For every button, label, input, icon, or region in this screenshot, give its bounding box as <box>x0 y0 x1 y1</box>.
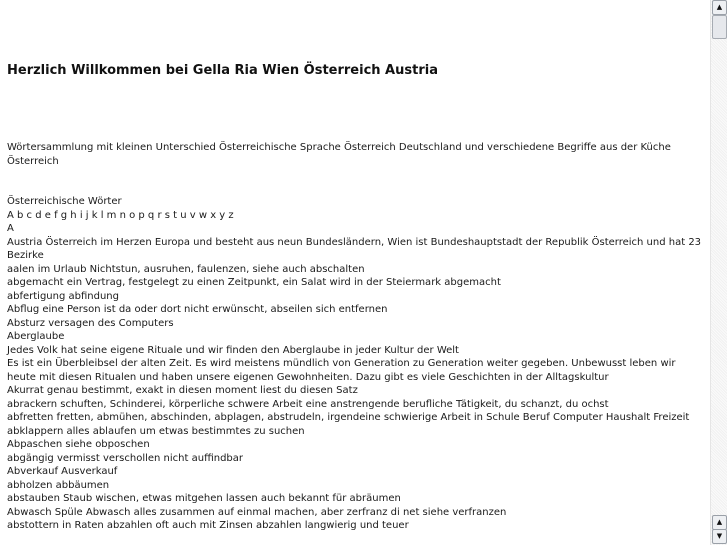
scrollbar-thumb[interactable] <box>712 15 727 39</box>
letter-heading: A <box>7 223 14 234</box>
list-item: abgemacht ein Vertrag, festgelegt zu einen Zeitpunkt, ein Salat wird in der Steiermark abgemacht <box>7 277 501 288</box>
scroll-down-button[interactable] <box>712 529 727 544</box>
list-item: abholzen abbäumen <box>7 479 110 491</box>
scroll-up-button-bottom[interactable] <box>712 515 727 530</box>
list-item: Jedes Volk hat seine eigene Rituale und wir finden den Aberglaube in jeder Kultur der Welt <box>7 344 459 356</box>
list-item: Es ist ein Überbleibsel der alten Zeit. Es wird meistens mündlich von Generation zu Generation weiter gegeben. Unbewusst leben wir heute mit diesen Ritualen und haben unsere eigenen Gewohnheiten. Dazu gibt es viele Geschichten in der Alltagskultur <box>7 358 676 383</box>
list-item: abfertigung abfindung <box>7 290 119 302</box>
list-item: Akurrat genau bestimmt, exakt in diesen moment liest du diesen Satz <box>7 385 358 396</box>
page-title: Herzlich Willkommen bei Gella Ria Wien Österreich Austria <box>7 63 438 78</box>
list-item: Absturz versagen des Computers <box>7 317 174 329</box>
list-item: abrackern schuften, Schinderei, körperliche schwere Arbeit eine anstrengende berufliche Tätigkeit, du schanzt, du ochst <box>7 398 609 410</box>
intro-text: Wörtersammlung mit kleinen Unterschied Österreichische Sprache Österreich Deutschland und verschiedene Begriffe aus der Küche Österreich <box>7 142 671 167</box>
list-item: Abpaschen siehe obposchen <box>7 439 150 450</box>
vertical-scrollbar[interactable] <box>710 0 727 545</box>
list-item: Abflug eine Person ist da oder dort nicht erwünscht, abseilen sich entfernen <box>7 304 388 315</box>
list-item: Aberglaube <box>7 331 65 342</box>
list-item: abgängig vermisst verschollen nicht auffindbar <box>7 452 244 464</box>
arrow-up-icon: ▲ <box>716 3 723 11</box>
list-item: Austria Österreich im Herzen Europa und besteht aus neun Bundesländern, Wien ist Bundeshauptstadt der Republik Österreich und hat 23 Bezirke <box>7 236 702 261</box>
list-item: abstottern in Raten abzahlen oft auch mit Zinsen abzahlen langwierig und teuer <box>7 520 409 531</box>
list-item: Abverkauf Ausverkauf <box>7 466 118 477</box>
section-heading: Österreichische Wörter <box>7 196 122 207</box>
arrow-down-icon: ▼ <box>716 532 723 540</box>
word-list <box>7 195 707 533</box>
arrow-up-icon: ▲ <box>716 518 723 526</box>
list-item: abstauben Staub wischen, etwas mitgehen lassen auch bekannt für abräumen <box>7 493 401 504</box>
alphabet-index[interactable]: A b c d e f g h i j k l m n o p q r s t u v w x y z <box>7 209 234 221</box>
list-item: aalen im Urlaub Nichtstun, ausruhen, faulenzen, siehe auch abschalten <box>7 263 365 275</box>
list-item: abklappern alles ablaufen um etwas bestimmtes zu suchen <box>7 425 305 437</box>
scroll-up-button[interactable] <box>712 0 727 15</box>
list-item: abfretten fretten, abmühen, abschinden, abplagen, abstrudeln, irgendeine schwierige Arbeit in Schule Beruf Computer Haushalt Freizeit <box>7 412 690 423</box>
list-item: Abwasch Spüle Abwasch alles zusammen auf einmal machen, aber zerfranz di net siehe verfranzen <box>7 506 507 518</box>
